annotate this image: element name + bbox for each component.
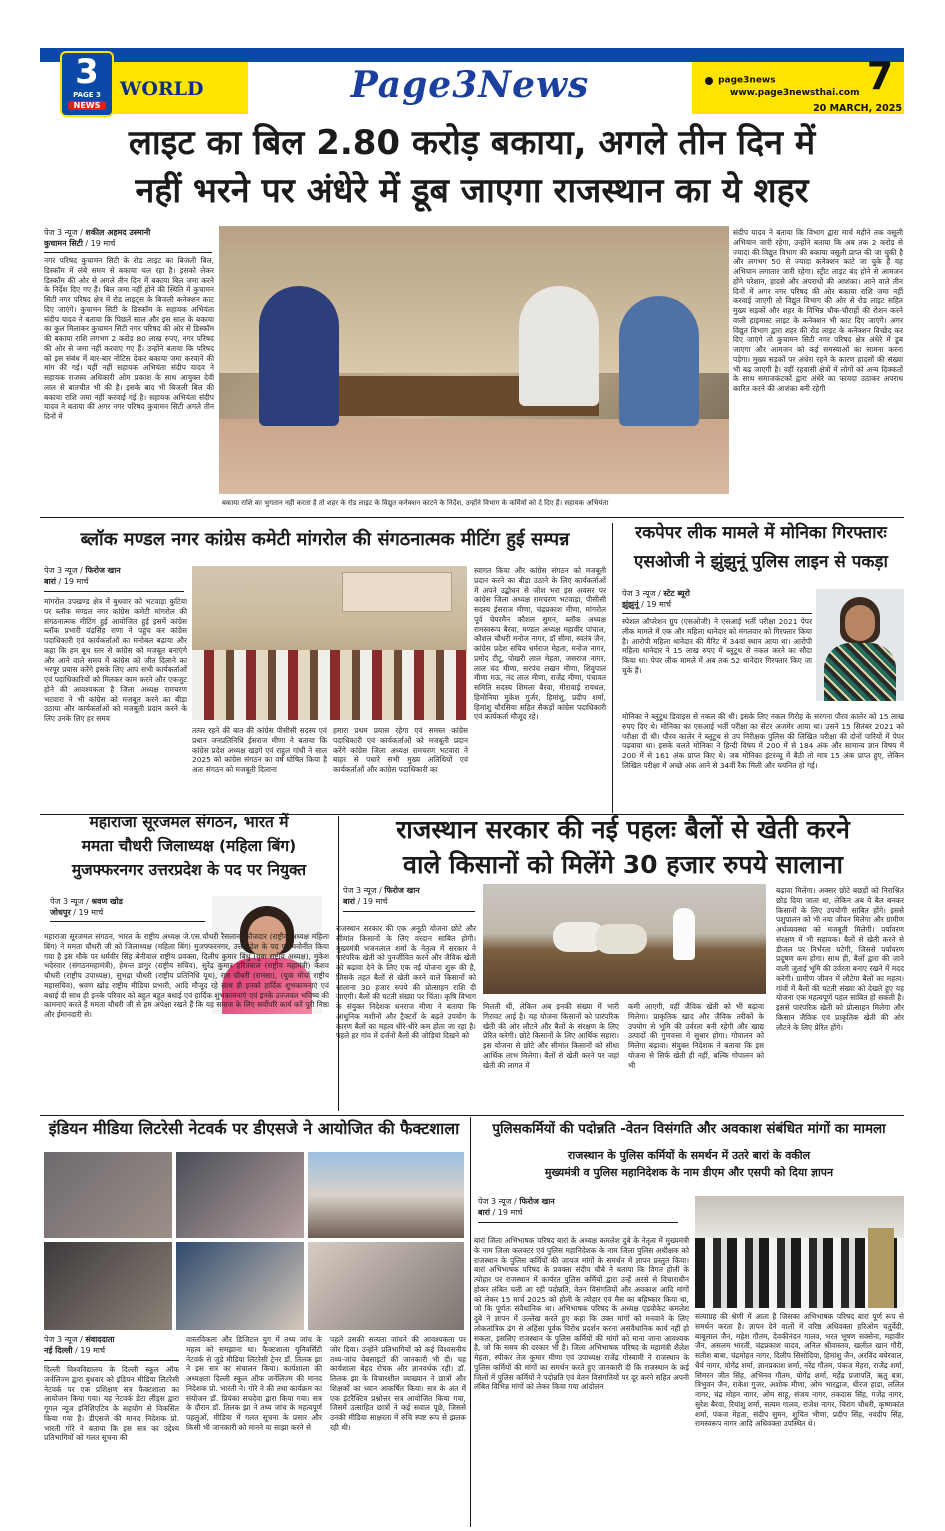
- lead-byline: पेज 3 न्यूज / शकील अहमद उस्मानी कुचामन सिटी / 19 मार्च: [44, 228, 151, 248]
- lead-headline-line2: नहीं भरने पर अंधेरे में डूब जाएगा राजस्थान का ये शहर: [135, 171, 809, 211]
- monika-headline-line2: एसओजी ने झुंझुनूं पुलिस लाइन से पकड़ा: [634, 552, 888, 572]
- bulls-body-col1: राजस्थान सरकार की एक अनूठी योजना छोटे और सीमांत किसानों के लिए वरदान साबित होगी। मुख्यमंत्री भजनलाल शर्मा के नेतृत्व में सरकार ने पारंपरिक खेती को पुनर्जीवित करने और जैविक खेती को बढ़ावा देने के लिए एक नई योजना शुरू की है, जिसके तहत बैलों से खेती करने वाले किसानों को सालाना 30 हजार रुपये की प्रोत्साहन राशि दी जाएगी। बैलों की घटती संख्या पर चिंता। कृषि विभाग के संयुक्त निदेशक धनराज मीणा ने बताया कि आधुनिक मशीनों और ट्रैक्टरों के बढ़ते उपयोग के कारण बैलों का महत्व धीरे-धीरे कम होता जा रहा है। पहले हर गांव में दर्जनों बैलों की जोड़ियां दिखने को: [336, 924, 476, 1041]
- congress-body-col1: मांगरोल उपखण्ड क्षेत्र में बुधवार को भटवाड़ा कुटिया पर ब्लॉक मण्डल नगर कांग्रेस कमेटी मांगरोल की संगठनात्मक मीटिंग हुई आयोजित हुई इसमें कांग्रेस ब्लॉक प्रभारी चंद्रसिंह राणा ने पहुंच कर कांग्रेस पदाधिकारी एवं कार्यकर्ताओं का मनोबल बढ़ाया और कहा कि हम बूथ स्तर से कांग्रेस को मजबूत बनाएंगे और आने वाले समय में कांग्रेस को जीत दिलाने का भरपूर प्रयास करेंगे इसके लिए आप सभी कार्यकर्ताओं एवं पदाधिकारियों को मिलकर काम करने और एकजुट होने की आवश्यकता है जिला अध्यक्ष रामचरण भटवारा ने भी कांग्रेस को मजबूत करने का बीड़ा उठाया और कार्यकर्ताओं को मजबूती प्रदान करने के लिए उनके लिए हर समय: [44, 597, 187, 724]
- congress-body-col3: हमारा प्रथम प्रयास रहेगा एवं समस्त कांग्रेस पदाधिकारी एवं कार्यकर्ताओं को मजबूती प्रदान करेंगे कांग्रेस जिला अध्यक्ष रामचरण भटवारा ने बाहर से पधारे सभी मुख्य अतिथियों एवं कार्यकर्ताओं और कांग्रेस पदाधिकारी का: [333, 726, 468, 775]
- section-label: WORLD: [120, 78, 204, 100]
- media-photo-1: [44, 1152, 172, 1238]
- monika-headline-line1: रकपेपर लीक मामले में मोनिका गिरफ्तारः: [635, 523, 887, 543]
- congress-byline-rule: [44, 591, 184, 592]
- bulls-body-col4: बढ़ावा मिलेगा। अक्सर छोटे बछड़ों को निराश्रित छोड़ दिया जाता था, लेकिन अब ये बैल बनकर किसानों के लिए उपयोगी साबित होंगे। इससे पशुपालन को भी नया जीवन मिलेगा और ग्रामीण अर्थव्यवस्था को मजबूती मिलेगी। पर्यावरण संरक्षण में भी सहायक। बैलों से खेती करने से डीजल पर निर्भरता घटेगी, जिससे पर्यावरण प्रदूषण कम होगा। साथ ही, बैलों द्वारा की जाने वाली जुताई भूमि की उर्वरता बनाए रखने में मदद करेगी। ग्रामीण जीवन में लौटेगा बैलों का महत्व। गांवों में बैलों की घटती संख्या को देखते हुए यह योजना एक महत्वपूर्ण पहल साबित हो सकती है। इससे पारंपरिक खेती को प्रोत्साहन मिलेगा और किसान जैविक एवं प्राकृतिक खेती की ओर लौटने के लिए प्रेरित होंगे।: [776, 886, 904, 1032]
- congress-photo-gathering: [192, 566, 467, 720]
- bulls-body-col3: कमी आएगी, वहीं जैविक खेती को भी बढ़ावा मिलेगा। प्राकृतिक खाद और जैविक तरीकों के उपयोग से भूमि की उर्वरता बनी रहेगी और खाद्य उत्पादों की गुणवत्ता में सुधार होगा। गोपालन को मिलेगा बढ़ावा। संयुक्त निदेशक ने बताया कि इस योजना से सिर्फ खेती ही नहीं, बल्कि गोपालन को भी: [628, 1002, 764, 1070]
- police-body-col2: सत्याग्रह की श्रेणी में आता है जिसका अभिभाषक परिषद बारां पूर्ण रूप से समर्थन करता है। ज्ञापन देने वालों में वरिष्ठ अधिवक्ता हरिओम चतुर्वेदी, बाबूलाल जैन, महेश गौतम, देवकीनंदन गालव, भरत भूषण सक्सेना, महावीर जैन, असलम भारती, चंद्रप्रकाश यादव, अनिल श्रीवास्तव, खलील खान गौरी, सतीश बाबा, चंद्रमोहन नागर, दिलीप सिसोदिया, हिमांशु जैन, अरविंद बघेरवाल, धैर्य नागर, योगेंद्र शर्मा, ज्ञानप्रकाश शर्मा, नरेंद्र गौतम, पंकज मेहरा, राजेंद्र शर्मा, सिमरन जीत सिंह, अभिनव गौतम, योगेंद्र शर्मा, महेंद्र प्रजापति, ऋतु बत्रा, त्रिभुवन जैन, राकेश गुजर, अशोक मीणा, ओम भारद्वाज, धीरज हाडा, ललित नागर, चंद्र मोहन नागर, ओम साहू, संजय नागर, तकदास सिंह, गजेंद्र नागर, सुरेश बैरवा, रियांशु शर्मा, सत्यम गालव, राजेश नागर, चिराग चौधरी, कृष्णकांत शर्मा, पंकज मेहता, संदीप सुमन, शुचित भीणा, प्रदीप सिंह, नवदीप सिंह, रामस्वरूप नागर आदि अधिवक्ता उपस्थित थे।: [695, 1312, 904, 1429]
- lead-photo-caption: बकाया राशि का भुगतान नहीं करता है तो शहर के रोड लाइट के विद्युत कनेक्शन काटने के निर्देश, उन्होंने विभाग के कर्मियों को दे दिए हैं। सहायक अभियंता: [222, 499, 609, 507]
- media-photo-5: [176, 1242, 304, 1330]
- photo-person-3: [619, 296, 699, 426]
- website-link[interactable]: www.page3newsthai.com: [730, 88, 860, 98]
- portrait-face: [845, 605, 875, 641]
- media-body-col3: पहले उसकी सत्यता जांचने की आवश्यकता पर जोर दिया। उन्होंने प्रतिभागियों को कई विश्वसनीय तथ्य-जांच वेबसाइटों की जानकारी भी दी। यह कार्यशाला बेहद रोचक और ज्ञानवर्धक रही। डॉ. तिलक झा के विचारशील व्याख्यान ने छात्रों और शिक्षकों का ध्यान आकर्षित किया। सत्र के अंत में एक इंटरैक्टिव प्रश्नोत्तर सत्र आयोजित किया गया, जिसमें उत्साहित छात्रों ने कई सवाल पूछे, जिससे उनकी मीडिया साक्षरता में रुचि स्पष्ट रूप से झलक रही थी।: [330, 1335, 466, 1432]
- logo-news-tag: NEWS: [68, 101, 106, 110]
- masthead-blue-band: [40, 48, 904, 62]
- photo-person-1: [259, 286, 339, 426]
- monika-byline-rule: [622, 613, 812, 614]
- monika-body-bottom: मोनिका ने ब्लूटूथ डिवाइस से नकल की थी। इसके लिए नकल गिरोह के सरगना पौरव कालेर को 15 लाख रुपए दिए थे। मोनिका का एसआई भर्ती परीक्षा का सेंटर अजमेर आया था। उसने 15 सितंबर 2021 को परीक्षा दी थी। पौरव कालेर ने ब्लूटूथ से उप निरीक्षक पुलिस की लिखित परीक्षा की दोनों पारियों में पेपर पढ़वाया था। इसके चलते मोनिका ने हिन्दी विषय में 200 में से 184 अंक और सामान्य ज्ञान विषय में 200 में से 161 अंक प्राप्त किए थे। जब मोनिका इंटरव्यू में बैठी तो मात्र 15 अंक प्राप्त हुए, लेकिन लिखित परीक्षा में अच्छे अंक आने से 34वीं रैंक मिली और चयनित हो गई।: [622, 712, 904, 770]
- police-byline: पेज 3 न्यूज / फिरोज खान बारां / 19 मार्च: [478, 1197, 555, 1217]
- page-number: 7: [866, 54, 894, 98]
- police-byline-rule: [478, 1222, 678, 1223]
- logo-number: 3: [75, 52, 99, 92]
- police-subhead-line1: राजस्थान के पुलिस कर्मियों के समर्थन में उतरे बारां के वकील: [567, 1149, 811, 1162]
- suraj-byline: पेज 3 न्यूज / श्रवण खोड जोधपुर / 19 मार्च: [50, 897, 123, 917]
- bulls-photo-plough: [483, 884, 766, 994]
- photo-farmer: [673, 908, 695, 960]
- lead-photo-meeting: [219, 226, 729, 494]
- photo-floor: [219, 419, 729, 494]
- section-divider-1: [40, 517, 904, 518]
- monika-body-top: स्पेशल ऑपरेशन ग्रुप (एसओजी) ने एसआई भर्ती परीक्षा 2021 पेपर लीक मामले में एक और महिला थानेदार को मंगलवार को गिरफ्तार किया है। आरोपी महिला थानेदार की मैरिट में 34वां स्थान आया था। आरोपी महिला थानेदार ने 15 लाख रुपए में ब्लूटूथ से नकल करने का सौदा किया था। पेपर लीक मामले में अब तक 52 थानेदार गिरफ्तार किए जा चुके हैं।: [622, 617, 812, 675]
- suraj-headline-line1: महाराजा सूरजमल संगठन, भारत में: [89, 813, 289, 831]
- photo-officer: [868, 1228, 894, 1308]
- police-body-col1: बारां जिला अभिभाषक परिषद बारां के अध्यक्ष कमलेश दुबे के नेतृत्व में मुख्यमंत्री के नाम जिला कलक्टर एवं पुलिस महानिदेशक के नाम जिला पुलिस अधीक्षक को राजस्थान के पुलिस कर्मियों की जायज मांगों के समर्थन में ज्ञापन प्रस्तुत किया। बारां अभिभाषक परिषद के प्रवक्ता संदीप चौबे ने बताया कि विगत होली के त्योहार पर राजस्थान में कार्यरत पुलिस कर्मियों द्वारा उन्हें अरसे से विचाराधीन होकर लंबित चली आ रही पदोन्नति, वेतन विसंगतियों और अवकाश आदि मांगों को लेकर 15 मार्च 2025 को होली के त्योहार एवं मैस का बहिष्कार किया था, जो कि पूर्णतः संवैधानिक था। अभिभाषक परिषद के अध्यक्ष एडवोकेट कमलेश दुबे ने ज्ञापन में उल्लेख करते हुए कहा कि उक्त मांगों को मनवाने के लिए लोकतांत्रिक ढंग से अहिंसा पूर्वक विरोध प्रदर्शन करना असंवैधानिक कार्य नहीं हो सकता, इसलिए राजस्थान के पुलिस कर्मियों की मांगों को माना जाना आवश्यक है, जो कि समय की दरकार भी है। जिला अभिभाषक परिषद के महामंत्री शैलेश मेहता, स्पीकर तेज कुमार मीणा एवं उपाध्यक्ष राजेंद्र गोस्वामी ने राजस्थान के पुलिस कर्मियों की मांगों का समर्थन करते हुए जानकारी दी कि राजस्थान के कई जिलों में पुलिस कर्मियों ने पदोन्नति एवं वेतन विसंगतियों पर दूर करने सहित अपनी लंबित विभिन्न मांगों को लेकर किया गया आंदोलन: [474, 1236, 689, 1392]
- police-headline: पुलिसकर्मियों की पदोन्नति -वेतन विसंगति और अवकाश संबंधित मांगों का मामला: [492, 1121, 886, 1137]
- media-body-col1: दिल्ली विश्वविद्यालय के दिल्ली स्कूल ऑफ जर्नलिज्म द्वारा बुधवार को इंडियन मीडिया लिटरेसी नेटवर्क पर एक प्रशिक्षण सत्र फैक्टशाला का आयोजन किया गया। यह नेटवर्क डेटा लीड्स द्वारा गूगल न्यूज इनिशिएटिव के सहयोग से विकसित किया गया है। डीएसजे की मानद निदेशक प्रो. भारती गोरे ने बताया कि इस सत्र का उद्देश्य प्रतिभागियों को गलत सूचना की: [44, 1365, 179, 1443]
- monika-portrait: [816, 589, 904, 701]
- police-subhead-line2: मुख्यमंत्री व पुलिस महानिदेशक के नाम डीएम और एसपी को दिया ज्ञापन: [544, 1166, 834, 1179]
- congress-headline: ब्लॉक मण्डल नगर कांग्रेस कमेटी मांगरोल की संगठनात्मक मीटिंग हुई सम्पन्न: [80, 529, 570, 550]
- photo-banner: [342, 572, 452, 612]
- lead-byline-rule: [44, 252, 212, 253]
- bulls-headline-line2: वाले किसानों को मिलेंगे 30 हजार रुपये सालाना: [403, 850, 843, 879]
- social-handle: page3news: [718, 75, 776, 86]
- congress-byline: पेज 3 न्यूज / फिरोज खान बारां / 19 मार्च: [44, 566, 121, 586]
- logo-badge: [60, 51, 114, 117]
- suraj-headline-line3: मुजफ्फरनगर उत्तरप्रदेश के पद पर नियुक्त: [71, 861, 307, 879]
- social-icon: [705, 77, 713, 85]
- congress-body-col2: तत्पर रहने की बात की कांग्रेस पीसीसी सदस्य एवं प्रधान जनप्रतिनिधि ईसराज मीणा ने बताया कि कांग्रेस प्रदेश अध्यक्ष खड़गे एवं राहुल गांधी ने साल 2025 को कांग्रेस संगठन का वर्ष घोषित किया है अतः संगठन को मजबूती दिलाना: [192, 726, 327, 775]
- bulls-headline-line1: राजस्थान सरकार की नई पहलः बैलों से खेती करने: [396, 815, 850, 844]
- media-byline-rule: [44, 1360, 179, 1361]
- media-photo-2: [176, 1152, 304, 1238]
- suraj-body: महाराजा सूरजमल संगठन, भारत के राष्ट्रीय अध्यक्ष जे.एस.चौधरी रैसलाना फौजदार (राष्ट्रीय अध्यक्ष महिला बिंग) ने ममता चौधरी जी को जिलाध्यक्ष (महिला बिंग) मुजफ्फरनगर, उत्तरप्रदेश के पद पर मनोनीत किया गया है इस मौके पर धर्मवीर सिंह बेनीवाल राष्ट्रीय प्रवक्ता, दिलीप कुमार बिंधु (युवा राष्ट्रीय अध्यक्ष), मुकेश भदेरवार (संगठनमहामंत्री), हेमन्त डागुर (राष्ट्रीय सचिव), सुरेंद्र कुमार हरितवाल (राष्ट्रीय महामंत्री) केशव चौधरी (राष्ट्रीय उपाध्यक्ष), सुभद्रा चौधरी (राष्ट्रीय प्रतिनिधि यूथ), राम चौधरी (रामसा), (युवा मोर्चा राष्ट्रीय महासचिव), श्रवण खोड़ राष्ट्रीय मीडिया प्रभारी, आदि मौजूद रहे साथ ही इनको हार्दिक शुभकामनाएं एवं बधाई दी साथ ही इनके परिवार को बहुत बहुत बधाई एवं हार्दिक शुभकामनाएं एवं इनके उज्जवल भविष्य की कामनाएं करते हैं ममता चौधरी जी से हम अपेक्षा रखते हैं कि यह समाज के लिए सर्वोपरि कार्य करें पूरी निष्ठा और ईमानदारी से।: [44, 932, 329, 1020]
- suraj-headline-line2: ममता चौधरी जिलाध्यक्ष (महिला बिंग): [81, 837, 297, 855]
- lead-headline-line1: लाइट का बिल 2.80 करोड़ बकाया, अगले तीन दिन में: [128, 123, 816, 163]
- social-row: [705, 70, 855, 84]
- section-divider-3: [40, 1115, 904, 1116]
- bulls-byline-rule: [343, 911, 475, 912]
- monika-byline: पेज 3 न्यूज / स्टेट ब्यूरो झुंझुनूं / 19 मार्च: [622, 589, 690, 609]
- photo-crowd: [192, 650, 467, 720]
- issue-date: 20 MARCH, 2025: [813, 103, 902, 114]
- suraj-byline-rule: [50, 921, 205, 922]
- brand-title: Page3News: [350, 64, 590, 106]
- media-byline: पेज 3 न्यूज / संवाददाता नई दिल्ली / 19 मार्च: [44, 1335, 115, 1355]
- media-photo-3: [308, 1152, 464, 1238]
- lead-body-left: नगर परिषद कुचामन सिटी के रोड लाइट का बिजली बिल, डिस्कॉम में लंबे समय से बकाया चल रहा है। इसको लेकर डिस्कॉम की ओर से अगले तीन दिन में बकाया बिल जमा करने के निर्देश दिए गए हैं। बिल जमा नहीं होने की स्थिति में कुचामन सिटी नगर परिषद क्षेत्र में रोड लाइट्स के बिजली कनेक्शन काट दिए जाएंगे। कुचामन सिटी के डिस्कॉम के सहायक अभियंता संदीप यादव ने बताया कि पिछले साल और इस साल के बकाया का कुल मिलाकर कुचामन सिटी नगर परिषद की ओर से डिस्कॉम की बकाया राशि लगभग 2 करोड़ 80 लाख रुपए, नगर परिषद की ओर से जमा नहीं करवाए गए हैं। उन्होंने बताया कि परिषद को इस संबंध में बार-बार नोटिस देकर बकाया जमा करवाने की मांग की गई। यहीं नहीं सहायक अभियंता संदीप यादव ने सहायक राजस्व अधिकारी ओम प्रकाश के साथ आयुक्त देवी लाल से बातचीत भी की है। इसके बाद भी बिजली बिल की बकाया राशि जमा नहीं करवाई गई है। सहायक अभियंता संदीप यादव ने बताया की अगर नगर परिषद कुचामन सिटी अगले तीन दिनों में: [44, 256, 214, 422]
- media-photo-6: [308, 1242, 464, 1330]
- photo-person-2: [519, 286, 599, 406]
- bulls-byline: पेज 3 न्यूज / फिरोज खान बारां / 19 मार्च: [343, 886, 420, 906]
- media-headline: इंडियन मीडिया लिटरेसी नेटवर्क पर डीएसजे ने आयोजित की फैक्टशाला: [48, 1119, 460, 1138]
- masthead: [40, 48, 904, 116]
- photo-bull-2: [595, 924, 647, 954]
- logo-small-text: PAGE 3: [73, 91, 101, 99]
- congress-body-col4: स्वागत किया और कांग्रेस संगठन को मजबूती प्रदान करने का बीड़ा उठाने के लिए कार्यकर्ताओं में अपने उद्बोधन से जोश भरा इस अवसर पर कांग्रेस जिला अध्यक्ष रामचरण भटवाड़ा, पीसीसी सदस्य ईसराज मीणा, चंद्रप्रकाश मीणा, मांगरोल पूर्व चेयरमैन कौशल सुमन, ब्लॉक अध्यक्ष रामस्वरूप बैरवा, मण्डल अध्यक्ष महावीर पांचाल, कौशल चौधरी मनोज नागर, डॉ सीमा, स्वतंत्र जैन, कांग्रेस प्रदेश सचिव धर्मराज मेहता, मनोज नागर, प्रमोद टीटू, पोखरी लाल मेहता, जसराज नागर, लाल चंद मीणा, सरपंच लखन मीणा, शिवुपाल मीणा मऊ, नंद लाल मीणा, राजेंद्र मीणा, पंचायत समिति सदस्य शिमला बैरवा, मीरावाई रायथल, हिमोनिया मुकेश गुर्जर, हिमांशु, प्रदीप शर्मा, हिमांशु चौरसिया सहित सैकड़ों कांग्रेस पदाधिकारी एवं कार्यकर्ता मौजूद रहे।: [474, 566, 606, 722]
- monika-left-rule: [612, 523, 613, 813]
- police-left-rule: [470, 1117, 471, 1527]
- media-photo-4: [44, 1242, 172, 1330]
- police-photo-memorandum: [695, 1196, 904, 1308]
- portrait-dupatta: [824, 643, 896, 701]
- bulls-body-col2: मिलती थीं, लेकिन अब इनकी संख्या में भारी गिरावट आई है। यह योजना किसानों को पारंपरिक खेती की ओर लौटने और बैलों के संरक्षण के लिए प्रेरित करेगी। छोटे किसानों के लिए आर्थिक सहारा। इस योजना से छोटे और सीमांत किसानों को सीधा आर्थिक लाभ मिलेगा। बैलों से खेती करने पर जहां खेती की लागत में: [483, 1002, 619, 1070]
- media-body-col2: वास्तविकता और डिजिटल युग में तथ्य जांच के महत्व को समझाना था। फैक्टशाला यूनिवर्सिटी नेटवर्क से जुड़े मीडिया लिटरेसी ट्रेनर डॉ. तिलक झा ने इस सत्र का संचालन किया। कार्यशाला की अध्यक्षता दिल्ली स्कूल ऑफ जर्नलिज्म की मानद निदेशक प्रो. भारती ने। गोरे ने की तथा कार्यक्रम का संयोजन डॉ. प्रियंका सचदेवा द्वारा किया गया। सत्र के दौरान डॉ. तिलक झा ने तथ्य जांच के महत्वपूर्ण पहलुओं, मीडिया में गलत सूचना के प्रसार और किसी भी जानकारी को मानने या साझा करने से: [186, 1335, 322, 1432]
- lead-body-right: संदीप यादव ने बताया कि विभाग द्वारा मार्च महीने तक वसूली अभियान जारी रहेगा, उन्होंने बताया कि अब तक 2 करोड़ से ज्यादा की विद्युत विभाग की बकाया वसूली प्राप्त की जा चुकी है और लगभग 50 से ज्यादा कनेक्शन काटे जा चुके हैं यह अभियान लगातार जारी रहेगा। स्ट्रीट लाइट बंद होने से आमजन होंगे परेशान, हादसे और अपराधों की आशंका। आने वाले तीन दिनों में अगर नगर परिषद की ओर बकाया राशि जमा नहीं करवाई जाएगी तो विद्युत विभाग की ओर से रोड लाइट सहित मुख्य सड़कों और शहर के विभिन्न चौक-चौराहों की रोशन करने वाली हाइमास्ट लाइट के कनेक्शन भी काट दिए जाएंगे। अगर विद्युत विभाग द्वारा शहर की रोड लाइट के कनेक्शन विच्छेद कर दिए जाएंगे तो कुचामन सिटी नगर परिषद क्षेत्र अंधेरे में डूब जाएगा और आमजन को कई समस्याओं का सामना करना पड़ेगा। मुख्य सड़कों पर अंधेरा रहने के कारण हादसों की संख्या भी बढ़ जाएगी है। वहीं रहवासी क्षेत्रों में लोगों को अन्य दिक्कतों के साथ समाजकंटकों द्वारा अंधेरे का फायदा उठाकर अपराध कारित करने की आशंका बनी रहेगी: [733, 228, 903, 394]
- media-photo-grid: [44, 1152, 464, 1330]
